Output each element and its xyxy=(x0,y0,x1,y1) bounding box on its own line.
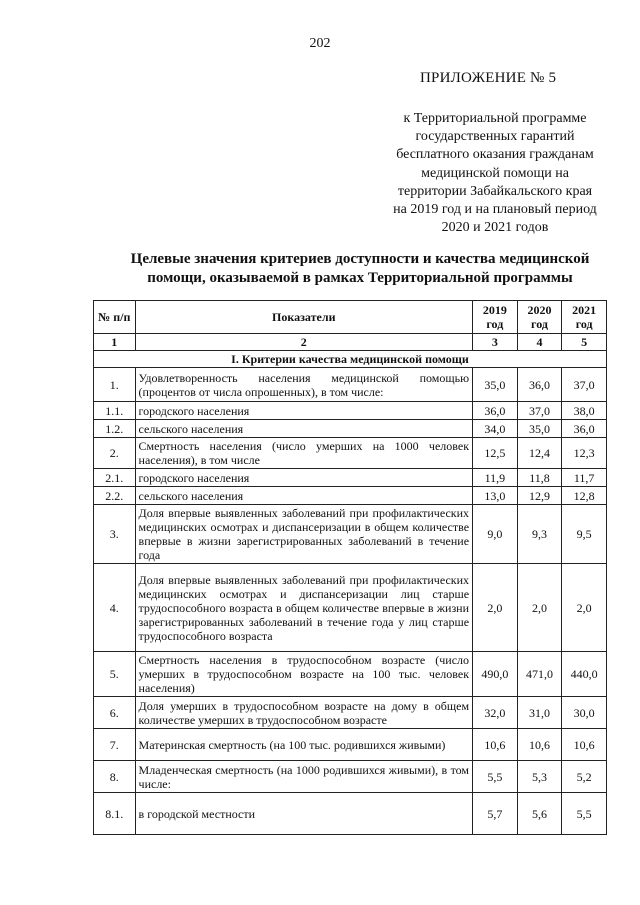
header-num: № п/п xyxy=(94,301,136,334)
appendix-subtitle-line: на 2019 год и на плановый период xyxy=(393,202,597,218)
row-indicator: Смертность населения в трудоспособном возрасте (число умерших в трудоспособном возрасте на 100 тыс. человек населения) xyxy=(135,652,473,697)
value-2020: 5,3 xyxy=(517,761,562,793)
table-row xyxy=(94,505,607,564)
row-number: 1.1. xyxy=(94,402,136,420)
value-2021: 37,0 xyxy=(562,368,607,402)
value-2020: 471,0 xyxy=(517,652,562,697)
row-indicator: сельского населения xyxy=(135,420,473,438)
section-title: I. Критерии качества медицинской помощи xyxy=(94,351,607,368)
row-number: 1.2. xyxy=(94,420,136,438)
value-2019: 9,0 xyxy=(473,505,518,564)
value-2019: 34,0 xyxy=(473,420,518,438)
page-number: 202 xyxy=(309,36,331,51)
table-row xyxy=(94,564,607,652)
appendix-subtitle xyxy=(380,110,610,237)
table-row xyxy=(94,729,607,761)
appendix-subtitle-line: 2020 и 2021 годов xyxy=(441,220,549,236)
value-2021: 2,0 xyxy=(562,564,607,652)
row-indicator: Удовлетворенность населения медицинской помощью (процентов от числа опрошенных), в том числе: xyxy=(135,368,473,402)
column-number: 5 xyxy=(562,334,607,351)
value-2020: 12,4 xyxy=(517,438,562,469)
appendix-subtitle-line: к Территориальной программе xyxy=(403,111,587,126)
value-2020: 31,0 xyxy=(517,697,562,729)
column-number: 2 xyxy=(135,334,473,351)
appendix-subtitle-line: бесплатного оказания гражданам xyxy=(396,147,594,163)
value-2021: 11,7 xyxy=(562,469,607,487)
row-indicator: Доля умерших в трудоспособном возрасте на дому в общем количестве умерших в трудоспособном возрасте xyxy=(135,697,473,729)
value-2021: 38,0 xyxy=(562,402,607,420)
table-row xyxy=(94,420,607,438)
row-indicator: сельского населения xyxy=(135,487,473,505)
table-row xyxy=(94,402,607,420)
value-2021: 30,0 xyxy=(562,697,607,729)
value-2021: 10,6 xyxy=(562,729,607,761)
value-2019: 12,5 xyxy=(473,438,518,469)
column-number: 3 xyxy=(473,334,518,351)
table-row xyxy=(94,793,607,835)
value-2020: 37,0 xyxy=(517,402,562,420)
row-indicator: Материнская смертность (на 100 тыс. родившихся живыми) xyxy=(135,729,473,761)
criteria-table xyxy=(93,300,607,835)
table-row xyxy=(94,469,607,487)
value-2020: 5,6 xyxy=(517,793,562,835)
row-number: 8.1. xyxy=(94,793,136,835)
row-number: 6. xyxy=(94,697,136,729)
value-2020: 35,0 xyxy=(517,420,562,438)
value-2020: 11,8 xyxy=(517,469,562,487)
table-row xyxy=(94,487,607,505)
value-2020: 10,6 xyxy=(517,729,562,761)
row-indicator: в городской местности xyxy=(135,793,473,835)
value-2019: 490,0 xyxy=(473,652,518,697)
value-2021: 9,5 xyxy=(562,505,607,564)
table-row xyxy=(94,652,607,697)
column-number: 1 xyxy=(94,334,136,351)
row-number: 2.2. xyxy=(94,487,136,505)
row-indicator: Смертность населения (число умерших на 1000 человек населения), в том числе xyxy=(135,438,473,469)
column-number: 4 xyxy=(517,334,562,351)
row-indicator: городского населения xyxy=(135,402,473,420)
appendix-subtitle-line: территории Забайкальского края xyxy=(397,183,593,199)
table-row xyxy=(94,368,607,402)
value-2020: 36,0 xyxy=(517,368,562,402)
value-2020: 9,3 xyxy=(517,505,562,564)
row-number: 2.1. xyxy=(94,469,136,487)
row-number: 5. xyxy=(94,652,136,697)
appendix-subtitle-line: государственных гарантий xyxy=(415,129,575,145)
value-2019: 13,0 xyxy=(473,487,518,505)
row-indicator: городского населения xyxy=(135,469,473,487)
row-indicator: Младенческая смертность (на 1000 родившихся живыми), в том числе: xyxy=(135,761,473,793)
value-2021: 36,0 xyxy=(562,420,607,438)
document-title xyxy=(110,250,610,288)
row-number: 8. xyxy=(94,761,136,793)
header-2020: 2020 год xyxy=(517,301,562,334)
value-2021: 5,5 xyxy=(562,793,607,835)
header-2019: 2019 год xyxy=(473,301,518,334)
column-number-row xyxy=(94,334,607,351)
document-title-line: помощи, оказываемой в рамках Территориальной программы xyxy=(147,270,573,286)
appendix-subtitle-line: медицинской помощи на xyxy=(421,165,569,181)
value-2019: 5,5 xyxy=(473,761,518,793)
row-number: 1. xyxy=(94,368,136,402)
appendix-title: ПРИЛОЖЕНИЕ № 5 xyxy=(420,70,557,86)
header-indicator: Показатели xyxy=(135,301,473,334)
value-2019: 35,0 xyxy=(473,368,518,402)
row-indicator: Доля впервые выявленных заболеваний при профилактических медицинских осмотрах и диспансеризации в общем количестве впервые в жизни зарегистрированных заболеваний в течение года xyxy=(135,505,473,564)
table-header-row xyxy=(94,301,607,334)
value-2019: 32,0 xyxy=(473,697,518,729)
table-row xyxy=(94,438,607,469)
value-2020: 12,9 xyxy=(517,487,562,505)
row-number: 4. xyxy=(94,564,136,652)
value-2019: 10,6 xyxy=(473,729,518,761)
value-2019: 36,0 xyxy=(473,402,518,420)
table-row xyxy=(94,697,607,729)
document-title-line: Целевые значения критериев доступности и качества медицинской xyxy=(130,251,590,267)
row-number: 2. xyxy=(94,438,136,469)
value-2020: 2,0 xyxy=(517,564,562,652)
value-2021: 440,0 xyxy=(562,652,607,697)
value-2021: 12,8 xyxy=(562,487,607,505)
row-number: 3. xyxy=(94,505,136,564)
row-indicator: Доля впервые выявленных заболеваний при профилактических медицинских осмотрах и диспансеризации лиц старше трудоспособного возраста в общем количестве впервые в жизни зарегистрированных заболеваний в течение года у лиц старше трудоспособного возраста xyxy=(135,564,473,652)
value-2019: 5,7 xyxy=(473,793,518,835)
row-number: 7. xyxy=(94,729,136,761)
header-2021: 2021 год xyxy=(562,301,607,334)
value-2021: 5,2 xyxy=(562,761,607,793)
value-2019: 2,0 xyxy=(473,564,518,652)
section-row xyxy=(94,351,607,368)
value-2021: 12,3 xyxy=(562,438,607,469)
table-row xyxy=(94,761,607,793)
value-2019: 11,9 xyxy=(473,469,518,487)
